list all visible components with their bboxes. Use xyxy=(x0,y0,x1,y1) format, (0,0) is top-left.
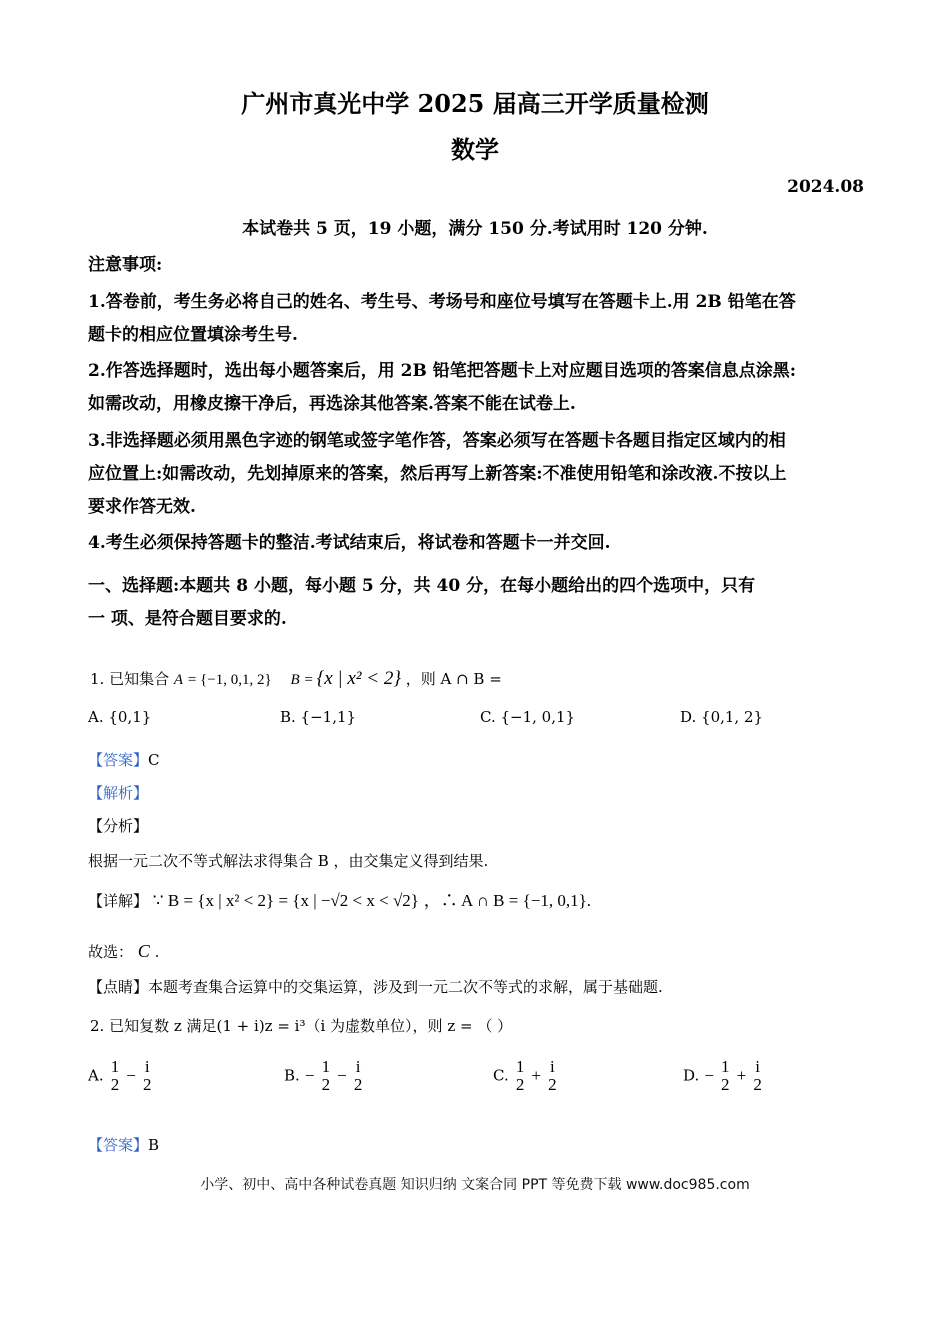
notice-3-line-2: 应位置上:如需改动，先划掉原来的答案，然后再写上新答案:不准使用铅笔和涂改液.不按以上 xyxy=(88,464,787,484)
notice-3-line-3: 要求作答无效. xyxy=(88,497,196,517)
q2-d-den2: 2 xyxy=(753,1074,762,1094)
q2-option-c xyxy=(493,1058,559,1094)
q1-option-d: D. {0,1, 2} xyxy=(680,708,764,726)
q1-option-c: C. {−1, 0,1} xyxy=(480,708,576,726)
q1-comment-tag: 【点睛】 xyxy=(88,978,149,996)
question-2-stem: 2. 已知复数 z 满足(1 + i)z = i³（i 为虚数单位），则 z = （ ） xyxy=(90,1017,513,1035)
q1-detail-expr: ∵ B = {x | x² < 2} = {x | −√2 < x < √2} xyxy=(152,891,419,910)
q2-option-c-frac1 xyxy=(514,1058,527,1094)
q2-option-a-frac2 xyxy=(141,1058,154,1094)
exam-title: 广州市真光中学 2025 届高三开学质量检测 xyxy=(241,89,709,118)
q2-c-num2: i xyxy=(549,1057,555,1076)
q2-b-den2: 2 xyxy=(353,1074,363,1094)
q1-option-b: B. {−1,1} xyxy=(280,708,357,726)
notice-2-line-2: 如需改动，用橡皮擦干净后，再选涂其他答案.答案不能在试卷上. xyxy=(88,394,576,414)
q2-a-den2: 2 xyxy=(142,1074,152,1094)
q2-b-den1: 2 xyxy=(321,1074,331,1094)
q2-option-d-label: D. xyxy=(683,1066,700,1085)
q1-comment xyxy=(88,976,663,997)
q2-option-c-frac2 xyxy=(546,1058,559,1094)
section-heading-line-2: 一 项、是符合题目要求的. xyxy=(88,609,287,629)
q1-set-b-eq: = xyxy=(304,672,317,688)
notice-3-line-1: 3.非选择题必须用黑色字迹的钢笔或签字笔作答，答案必须写在答题卡各题目指定区域内的相 xyxy=(88,431,786,451)
q1-detail xyxy=(88,885,591,917)
q2-option-a-frac1 xyxy=(109,1058,122,1094)
question-1-stem xyxy=(90,664,502,695)
q2-d-den1: 2 xyxy=(721,1074,730,1094)
notice-2-line-1: 2.作答选择题时，选出每小题答案后，用 2B 铅笔把答题卡上对应题目选项的答案信息点涂黑: xyxy=(88,361,797,381)
notice-1-line-1: 1.答卷前，考生务必将自己的姓名、考生号、考场号和座位号填写在答题卡上.用 2B 铅笔在答 xyxy=(88,292,796,312)
q2-a-den1: 2 xyxy=(110,1074,120,1094)
q1-fenxi-text: 根据一元二次不等式解法求得集合 B ，由交集定义得到结果. xyxy=(88,852,489,870)
q1-set-a: = {−1, 0,1, 2} xyxy=(187,672,272,688)
q2-option-a-label: A. xyxy=(88,1066,104,1085)
q2-a-op: − xyxy=(126,1065,136,1085)
q1-comment-text: 本题考查集合运算中的交集运算，涉及到一元二次不等式的求解，属于基础题. xyxy=(148,978,663,996)
q2-option-d-frac2 xyxy=(751,1058,764,1094)
q2-c-op: + xyxy=(531,1065,541,1085)
q1-answer xyxy=(88,749,160,770)
q2-option-d xyxy=(683,1058,764,1094)
notice-heading: 注意事项: xyxy=(88,255,163,275)
q1-choose-label: 故选： xyxy=(88,943,134,961)
q1-choose-value: C xyxy=(137,941,150,961)
q2-option-a xyxy=(88,1058,153,1094)
q1-suffix: ，则 A ∩ B = xyxy=(405,670,502,688)
q1-detail-tag: 【详解】 xyxy=(88,892,149,910)
q2-option-c-label: C. xyxy=(493,1066,509,1085)
q1-choose-end: . xyxy=(154,943,160,961)
q2-option-b-frac2 xyxy=(352,1058,365,1094)
q2-c-den1: 2 xyxy=(515,1074,525,1094)
q2-answer-value: B xyxy=(148,1136,160,1154)
notice-1-line-2: 题卡的相应位置填涂考生号. xyxy=(88,325,298,345)
q2-a-num2: i xyxy=(144,1057,150,1076)
q2-b-sign: − xyxy=(304,1065,315,1085)
exam-subject: 数学 xyxy=(451,135,499,164)
q2-option-b-frac1 xyxy=(320,1058,333,1094)
q1-fenxi-tag: 【分析】 xyxy=(88,817,149,835)
q2-a-num1: 1 xyxy=(110,1057,120,1076)
q1-set-b-body: {x | x² < 2} xyxy=(316,668,401,689)
q2-answer-tag: 【答案】 xyxy=(88,1136,149,1154)
q2-b-op: − xyxy=(337,1065,347,1085)
q1-answer-value: C xyxy=(148,751,160,769)
q1-prefix: 1. 已知集合 xyxy=(90,670,170,688)
q1-analysis-tag: 【解析】 xyxy=(88,784,149,802)
q2-d-num2: i xyxy=(755,1057,760,1076)
page-footer: 小学、初中、高中各种试卷真题 知识归纳 文案合同 PPT 等免费下载 www.doc985.com xyxy=(200,1177,750,1193)
q1-set-a-var: A xyxy=(173,672,184,688)
q1-set-b-var: B xyxy=(290,672,300,688)
q2-d-sign: − xyxy=(704,1065,714,1085)
q2-option-d-frac1 xyxy=(719,1058,732,1094)
exam-date: 2024.08 xyxy=(787,177,864,197)
q2-d-num1: 1 xyxy=(721,1057,730,1076)
q1-option-a: A. {0,1} xyxy=(88,708,152,726)
q2-option-b-label: B. xyxy=(284,1066,300,1085)
notice-4-line-1: 4.考生必须保持答题卡的整洁.考试结束后，将试卷和答题卡一并交回. xyxy=(88,533,611,553)
q2-b-num2: i xyxy=(355,1057,361,1076)
q2-answer xyxy=(88,1134,159,1155)
q2-d-op: + xyxy=(736,1065,747,1085)
q2-b-num1: 1 xyxy=(321,1057,331,1076)
q1-detail-expr2: ，∴ A ∩ B = {−1, 0,1}. xyxy=(423,891,591,910)
q1-choose xyxy=(88,941,159,962)
q2-c-num1: 1 xyxy=(515,1057,525,1076)
exam-summary: 本试卷共 5 页，19 小题，满分 150 分.考试用时 120 分钟. xyxy=(242,219,708,239)
section-heading-line-1: 一、选择题:本题共 8 小题，每小题 5 分，共 40 分，在每小题给出的四个选项中，只有 xyxy=(88,576,756,596)
q1-answer-tag: 【答案】 xyxy=(88,751,149,769)
q2-c-den2: 2 xyxy=(548,1074,557,1094)
q2-option-b xyxy=(284,1058,364,1094)
